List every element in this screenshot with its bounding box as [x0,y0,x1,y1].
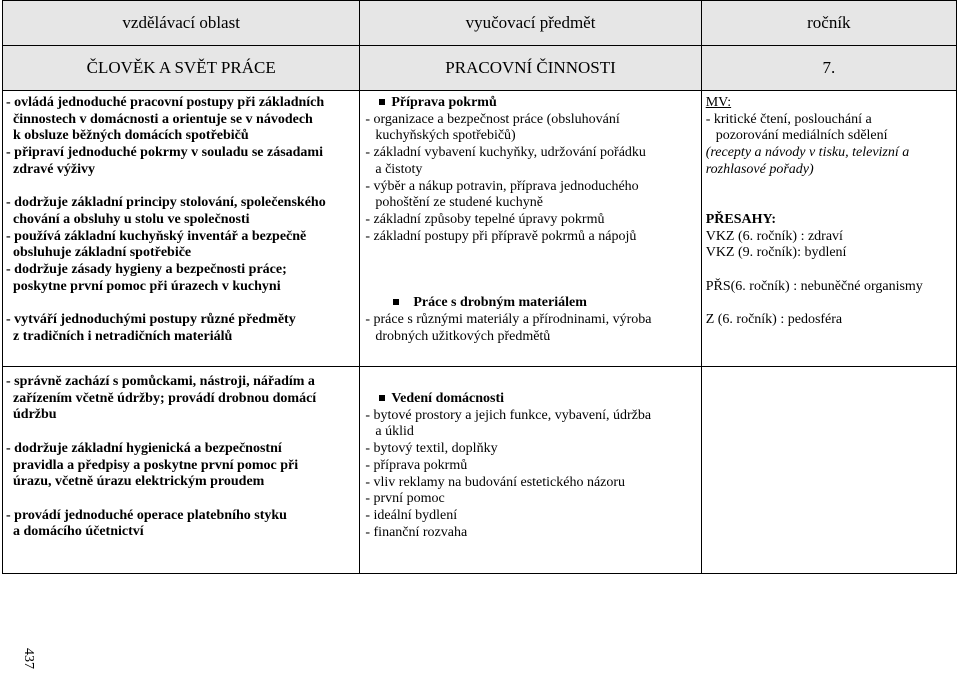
curriculum-item: - finanční rozvaha [365,524,468,540]
curriculum-item: - bytové prostory a jejich funkce, vybavení, údržba [365,407,652,423]
bullet-square-icon [379,99,385,105]
outcomes-cell-2 [3,367,360,574]
curriculum-item: - příprava pokrmů [365,457,468,473]
outcome-line: a domácího účetnictví [13,524,144,540]
curriculum-item: a úklid [375,424,414,440]
spacer [3,424,359,441]
header-row-labels [3,1,957,46]
mv-title: MV: [705,95,732,110]
outcome-line: činnostech v domácnosti a orientuje se v návodech [13,111,313,127]
mv-italic-line: rozhlasové pořady) [705,161,814,177]
outcomes-cell-1 [3,91,360,367]
outcome-line: - používá základní kuchyňský inventář a bezpečně [6,228,307,244]
spacer [3,179,359,196]
spacer [706,262,956,279]
outcome-line: - připraví jednoduché pokrmy v souladu se zásadami [6,145,323,161]
presahy-title: PŘESAHY: [705,211,776,227]
curriculum-table [2,0,957,574]
curriculum-item: a čistoty [375,161,423,177]
outcome-line: zařízením včetně údržby; provádí drobnou domácí [13,390,317,406]
header-subject-value: PRACOVNÍ ČINNOSTI [360,46,701,91]
curriculum-item: - bytový textil, doplňky [365,441,498,457]
curriculum-item: - vliv reklamy na budování estetického názoru [365,474,626,490]
outcome-line: - provádí jednoduché operace platebního styku [6,507,287,523]
outcome-line: poskytne první pomoc při úrazech v kuchyni [13,278,281,294]
curriculum-item: - organizace a bezpečnost práce (obsluhování [365,111,620,127]
curriculum-item: drobných užitkových předmětů [375,328,551,344]
outcome-line: - ovládá jednoduché pracovní postupy při základních [6,95,325,110]
notes-cell-1 [701,91,956,367]
page-number: 437 [21,648,36,669]
outcome-line: úrazu, včetně úrazu elektrickým proudem [13,474,265,490]
outcome-line: zdravé výživy [13,161,96,177]
header-subject-label: vyučovací předmět [360,1,701,46]
spacer [365,262,700,279]
presahy-item: Z (6. ročník) : pedosféra [705,312,843,328]
header-row-values [3,46,957,91]
bullet-square-icon [393,299,399,305]
content-row-1 [3,91,957,367]
presahy-item: VKZ (6. ročník) : zdraví [705,228,843,244]
header-grade-value: 7. [701,46,956,91]
presahy-item: VKZ (9. ročník): bydlení [705,245,847,261]
curriculum-item: pohoštění ze studené kuchyně [375,195,543,211]
outcome-line: k obsluze běžných domácích spotřebičů [13,128,249,144]
outcome-line: - vytváří jednoduchými postupy různé předměty [6,312,296,328]
mv-line: - kritické čtení, poslouchání a [705,111,872,127]
header-area-label: vzdělávací oblast [3,1,360,46]
outcome-line: údržbu [13,407,57,423]
curriculum-item: - ideální bydlení [365,507,458,523]
curriculum-item: - základní vybavení kuchyňky, udržování pořádku [365,145,646,161]
outcome-line: z tradičních i netradičních materiálů [13,328,233,344]
bullet-square-icon [379,395,385,401]
curriculum-item: - práce s různými materiály a přírodninami, výroba [365,312,652,328]
outcome-line: - dodržuje základní principy stolování, společenského [6,195,326,211]
mv-line: pozorování mediálních sdělení [715,128,888,144]
spacer [3,491,359,508]
curriculum-cell-2 [360,367,701,574]
curriculum-item: - výběr a nákup potravin, příprava jednoduchého [365,178,639,194]
curriculum-item: kuchyňských spotřebičů) [375,128,516,144]
presahy-item: PŘS(6. ročník) : nebuněčné organismy [705,278,923,294]
section-title: Vedení domácnosti [365,391,700,408]
curriculum-item: - základní způsoby tepelné úpravy pokrmů [365,211,605,227]
header-grade-label: ročník [701,1,956,46]
spacer [706,195,956,212]
outcome-line: - dodržuje základní hygienická a bezpečnostní [6,440,282,456]
content-row-2 [3,367,957,574]
section-title: Příprava pokrmů [365,95,700,112]
spacer [706,295,956,312]
outcome-line: chování a obsluhy u stolu ve společnosti [13,211,250,227]
outcome-line: - dodržuje zásady hygieny a bezpečnosti práce; [6,262,287,278]
curriculum-item: - první pomoc [365,491,445,507]
section-title: Práce s drobným materiálem [365,295,700,312]
notes-cell-2 [701,367,956,574]
spacer [706,179,956,196]
curriculum-cell-1 [360,91,701,367]
mv-italic-line: (recepty a návody v tisku, televizní a [705,145,910,161]
outcome-line: pravidla a předpisy a poskytne první pomoc při [13,457,299,473]
spacer [3,295,359,312]
header-area-value: ČLOVĚK A SVĚT PRÁCE [3,46,360,91]
curriculum-item: - základní postupy při přípravě pokrmů a nápojů [365,228,637,244]
outcome-line: - správně zachází s pomůckami, nástroji, nářadím a [6,374,315,389]
spacer [365,279,700,296]
outcome-line: obsluhuje základní spotřebiče [13,245,192,261]
spacer [365,245,700,262]
